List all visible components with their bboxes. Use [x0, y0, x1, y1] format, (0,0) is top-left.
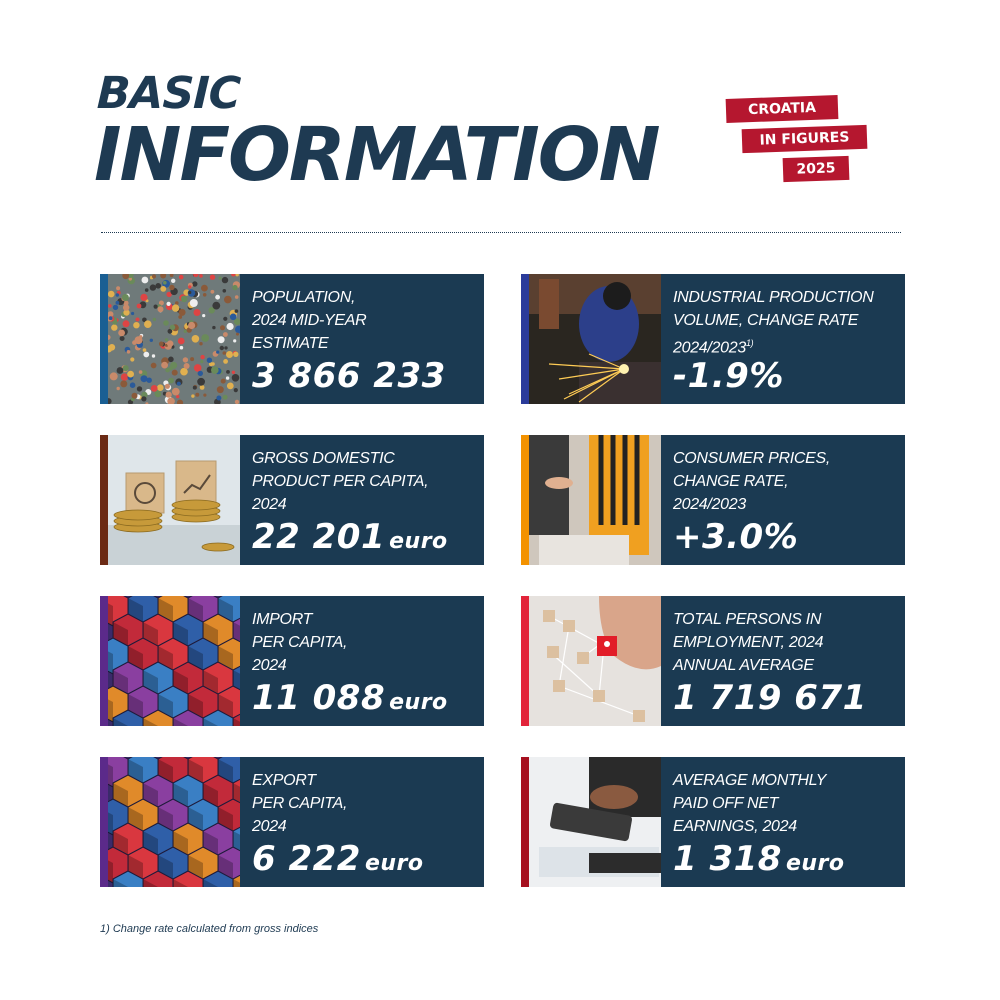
- card-stripe: [100, 274, 108, 404]
- card-label: GROSS DOMESTIC PRODUCT PER CAPITA, 2024: [252, 450, 429, 513]
- cashier-photo-icon: [529, 435, 661, 565]
- card-label: IMPORT PER CAPITA, 2024: [252, 611, 348, 674]
- welder-photo-icon: [529, 274, 661, 404]
- card-stripe: [521, 435, 529, 565]
- card-label: POPULATION, 2024 MID-YEAR ESTIMATE: [252, 289, 367, 352]
- network-blocks-photo-icon: [529, 596, 661, 726]
- card-label: TOTAL PERSONS IN EMPLOYMENT, 2024 ANNUAL AVERAGE: [673, 611, 824, 674]
- footnote: 1) Change rate calculated from gross indices: [100, 923, 319, 935]
- calculator-photo-icon: [529, 757, 661, 887]
- card-value: -1.9%: [673, 356, 784, 396]
- card-import-per-capita: [100, 596, 484, 726]
- page-title-line2: INFORMATION: [94, 112, 659, 198]
- card-consumer-prices: [521, 435, 905, 565]
- card-net-earnings: [521, 757, 905, 887]
- badge-country: CROATIA: [726, 95, 839, 123]
- card-stripe: [521, 596, 529, 726]
- card-value: 22 201 euro: [252, 517, 448, 557]
- containers-photo-icon: [108, 757, 240, 887]
- card-label: EXPORT PER CAPITA, 2024: [252, 772, 348, 835]
- containers-photo-icon: [108, 596, 240, 726]
- card-label: AVERAGE MONTHLY PAID OFF NET EARNINGS, 2024: [673, 772, 827, 835]
- card-value: 6 222 euro: [252, 839, 424, 879]
- page-title-line1: BASIC: [96, 68, 241, 119]
- crowd-photo-icon: [108, 274, 240, 404]
- card-stripe: [100, 435, 108, 565]
- card-value: 1 719 671: [673, 678, 867, 718]
- card-label: CONSUMER PRICES, CHANGE RATE, 2024/2023: [673, 450, 830, 513]
- card-stripe: [521, 757, 529, 887]
- card-label: INDUSTRIAL PRODUCTION VOLUME, CHANGE RATE 2024/2023$^{1)}$: [673, 289, 874, 357]
- card-value: 3 866 233: [252, 356, 446, 396]
- badge-subtitle: IN FIGURES: [742, 125, 868, 153]
- coins-blocks-photo-icon: [108, 435, 240, 565]
- card-persons-in-employment: [521, 596, 905, 726]
- card-industrial-production: [521, 274, 905, 404]
- card-stripe: [100, 757, 108, 887]
- card-gdp-per-capita: [100, 435, 484, 565]
- card-export-per-capita: [100, 757, 484, 887]
- card-stripe: [521, 274, 529, 404]
- badge-year: 2025: [783, 156, 850, 182]
- divider: [101, 232, 901, 233]
- card-value: 11 088 euro: [252, 678, 448, 718]
- card-value: 1 318 euro: [673, 839, 845, 879]
- card-stripe: [100, 596, 108, 726]
- card-value: +3.0%: [673, 517, 799, 557]
- card-population: [100, 274, 484, 404]
